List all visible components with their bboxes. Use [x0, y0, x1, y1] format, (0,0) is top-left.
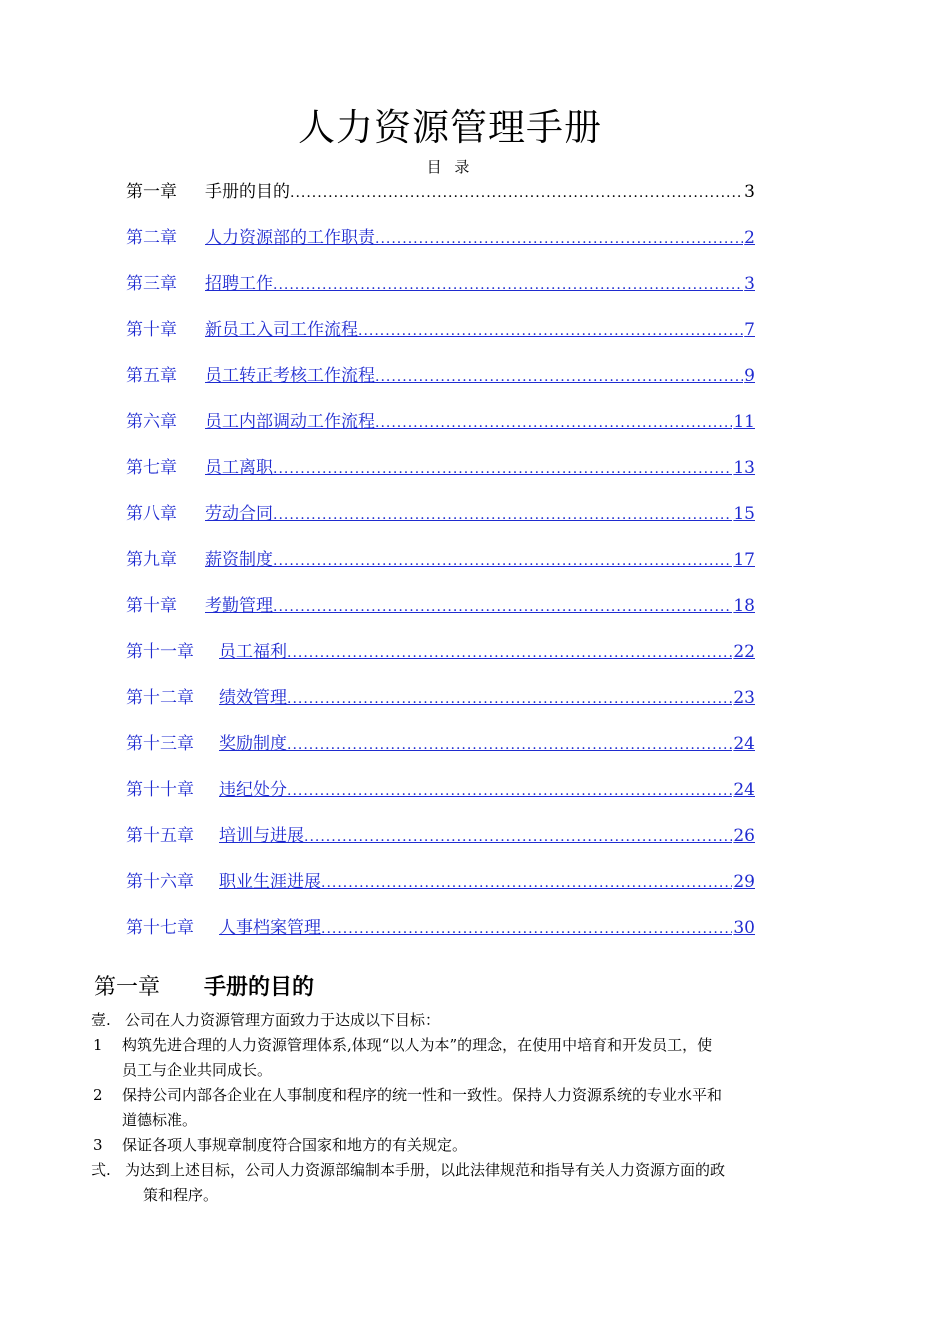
toc-dot-leader — [290, 179, 743, 207]
section-paragraph — [91, 1158, 811, 1208]
chapter-title: 手册的目的 — [204, 975, 315, 1000]
toc-chapter-title: 人力资源部的工作职责 — [205, 228, 375, 248]
toc-entry[interactable] — [126, 868, 755, 914]
toc-page-number: 23 — [733, 688, 755, 708]
toc-chapter-title: 员工离职 — [205, 458, 273, 478]
toc-chapter-number: 第十七章 — [126, 918, 194, 938]
toc-dot-leader — [273, 501, 732, 529]
toc-chapter-title: 奖励制度 — [219, 734, 287, 754]
toc-chapter-number: 第十章 — [126, 596, 177, 616]
paragraph-continuation: 员工与企业共同成长。 — [122, 1061, 273, 1079]
toc-chapter-number: 第十六章 — [126, 872, 194, 892]
toc-chapter-title: 劳动合同 — [205, 504, 273, 524]
toc-page-number: 22 — [733, 642, 755, 662]
toc-chapter-number: 第一章 — [126, 182, 177, 202]
toc-entry[interactable] — [126, 822, 755, 868]
toc-chapter-title: 培训与进展 — [219, 826, 304, 846]
toc-dot-leader — [375, 409, 732, 437]
document-title: 人力资源管理手册 — [298, 106, 602, 149]
toc-dot-leader — [321, 915, 732, 943]
toc-entry-label — [126, 178, 290, 206]
toc-chapter-number: 第七章 — [126, 458, 177, 478]
chapter-number: 第一章 — [94, 975, 161, 1000]
toc-entry[interactable] — [126, 546, 755, 592]
toc-entry[interactable] — [126, 224, 755, 270]
toc-chapter-title: 员工内部调动工作流程 — [205, 412, 375, 432]
paragraph-line: 构筑先进合理的人力资源管理体系,体现“以人为本”的理念，在使用中培育和开发员工，使 — [122, 1036, 713, 1054]
toc-page-number: 2 — [744, 228, 755, 248]
toc-page-number: 7 — [744, 320, 755, 340]
toc-entry[interactable] — [126, 914, 755, 960]
toc-chapter-title: 员工福利 — [219, 642, 287, 662]
toc-chapter-number: 第三章 — [126, 274, 177, 294]
toc-dot-leader — [304, 823, 732, 851]
list-marker: 壹. — [91, 1011, 111, 1029]
toc-entry-label — [126, 914, 321, 942]
toc-dot-leader — [273, 593, 732, 621]
toc-chapter-number: 第十二章 — [126, 688, 194, 708]
toc-entry-label — [126, 822, 304, 850]
toc-chapter-title: 手册的目的 — [205, 182, 290, 202]
toc-dot-leader — [273, 547, 732, 575]
toc-chapter-number: 第八章 — [126, 504, 177, 524]
toc-entry-label — [126, 592, 273, 620]
toc-chapter-number: 第九章 — [126, 550, 177, 570]
toc-chapter-title: 员工转正考核工作流程 — [205, 366, 375, 386]
toc-chapter-number: 第六章 — [126, 412, 177, 432]
toc-chapter-title: 薪资制度 — [205, 550, 273, 570]
toc-page-number: 9 — [744, 366, 755, 386]
toc-page-number: 18 — [733, 596, 755, 616]
toc-entry[interactable] — [126, 316, 755, 362]
toc-chapter-number: 第十十章 — [126, 780, 194, 800]
toc-entry[interactable] — [126, 408, 755, 454]
toc-entry-label — [126, 500, 273, 528]
list-marker: 3 — [93, 1136, 103, 1154]
toc-page-number: 29 — [733, 872, 755, 892]
list-item — [91, 1033, 811, 1083]
toc-page-number: 3 — [744, 182, 755, 202]
toc-chapter-title: 招聘工作 — [205, 274, 273, 294]
table-of-contents — [126, 178, 755, 960]
toc-entry-label — [126, 776, 287, 804]
toc-entry-label — [126, 408, 375, 436]
paragraph-line: 保持公司内部各企业在人事制度和程序的统一性和一致性。保持人力资源系统的专业水平和 — [122, 1086, 723, 1104]
toc-page-number: 30 — [733, 918, 755, 938]
toc-entry-label — [126, 362, 375, 390]
toc-dot-leader — [321, 869, 732, 897]
paragraph-line: 公司在人力资源管理方面致力于达成以下目标： — [125, 1011, 441, 1029]
paragraph-line: 保证各项人事规章制度符合国家和地方的有关规定。 — [122, 1136, 468, 1154]
toc-dot-leader — [273, 455, 732, 483]
paragraph-line: 为达到上述目标，公司人力资源部编制本手册，以此法律规范和指导有关人力资源方面的政 — [125, 1161, 726, 1179]
toc-heading: 目 录 — [426, 158, 474, 176]
toc-dot-leader — [287, 639, 732, 667]
list-marker: 弍. — [91, 1161, 111, 1179]
toc-entry[interactable] — [126, 178, 755, 224]
toc-entry[interactable] — [126, 638, 755, 684]
toc-page-number: 26 — [733, 826, 755, 846]
toc-page-number: 3 — [744, 274, 755, 294]
toc-chapter-number: 第十章 — [126, 320, 177, 340]
toc-entry[interactable] — [126, 454, 755, 500]
toc-entry[interactable] — [126, 730, 755, 776]
paragraph-continuation: 策和程序。 — [143, 1186, 219, 1204]
toc-dot-leader — [287, 777, 732, 805]
toc-chapter-title: 考勤管理 — [205, 596, 273, 616]
toc-entry-label — [126, 224, 375, 252]
toc-entry-label — [126, 270, 273, 298]
list-item — [91, 1083, 811, 1133]
toc-entry[interactable] — [126, 592, 755, 638]
section-paragraph — [91, 1008, 811, 1033]
toc-page-number: 11 — [733, 412, 755, 432]
toc-page-number: 15 — [733, 504, 755, 524]
toc-chapter-title: 违纪处分 — [219, 780, 287, 800]
toc-entry[interactable] — [126, 270, 755, 316]
list-item — [91, 1133, 811, 1158]
toc-entry-label — [126, 638, 287, 666]
toc-dot-leader — [375, 225, 743, 253]
toc-entry[interactable] — [126, 362, 755, 408]
toc-entry-label — [126, 868, 321, 896]
toc-chapter-number: 第五章 — [126, 366, 177, 386]
toc-dot-leader — [358, 317, 743, 345]
toc-dot-leader — [287, 731, 732, 759]
toc-chapter-number: 第十五章 — [126, 826, 194, 846]
toc-chapter-title: 职业生涯进展 — [219, 872, 321, 892]
list-marker: 2 — [93, 1086, 103, 1104]
toc-entry-label — [126, 316, 358, 344]
toc-dot-leader — [287, 685, 732, 713]
toc-chapter-number: 第十三章 — [126, 734, 194, 754]
toc-entry-label — [126, 730, 287, 758]
toc-entry-label — [126, 684, 287, 712]
toc-entry[interactable] — [126, 684, 755, 730]
toc-chapter-title: 绩效管理 — [219, 688, 287, 708]
toc-chapter-number: 第二章 — [126, 228, 177, 248]
list-marker: 1 — [93, 1036, 103, 1054]
toc-dot-leader — [273, 271, 743, 299]
chapter-body — [91, 1008, 811, 1208]
toc-chapter-number: 第十一章 — [126, 642, 194, 662]
toc-chapter-title: 人事档案管理 — [219, 918, 321, 938]
toc-entry-label — [126, 546, 273, 574]
paragraph-continuation: 道德标准。 — [122, 1111, 198, 1129]
toc-dot-leader — [375, 363, 743, 391]
toc-entry[interactable] — [126, 500, 755, 546]
toc-entry[interactable] — [126, 776, 755, 822]
chapter-heading — [94, 970, 314, 1006]
toc-page-number: 17 — [733, 550, 755, 570]
toc-chapter-title: 新员工入司工作流程 — [205, 320, 358, 340]
toc-page-number: 24 — [733, 780, 755, 800]
toc-page-number: 13 — [733, 458, 755, 478]
toc-page-number: 24 — [733, 734, 755, 754]
toc-entry-label — [126, 454, 273, 482]
